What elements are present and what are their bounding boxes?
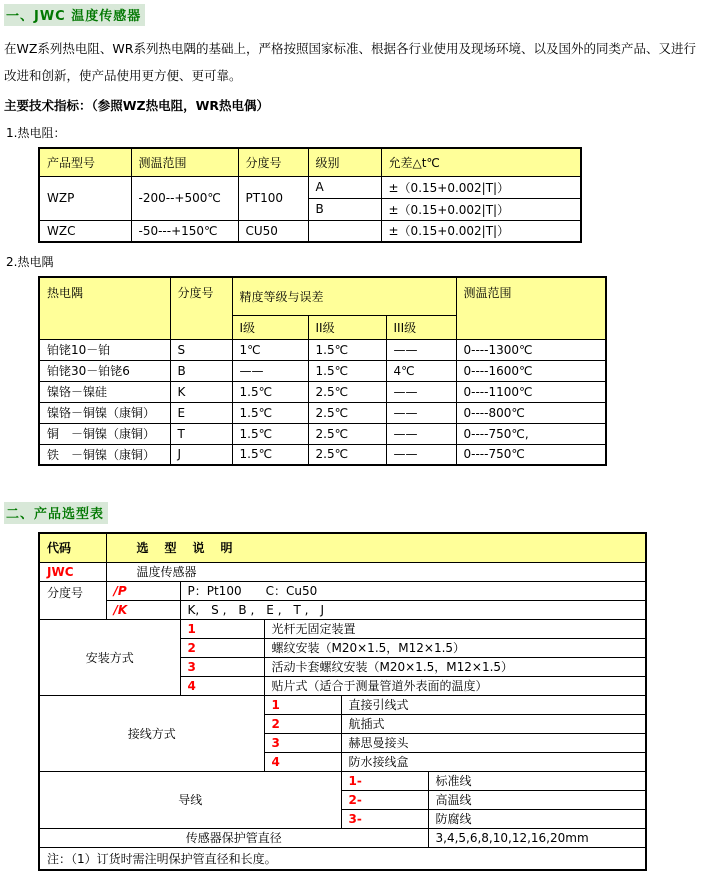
cell-option-code: 1- — [341, 771, 428, 790]
cell-code: B — [170, 360, 232, 381]
cell-option-code: /K — [106, 600, 180, 619]
cell-option-desc: K, S , B , E , T , J — [180, 600, 646, 619]
cell-grade2: 2.5℃ — [308, 402, 386, 423]
intro-paragraph: 在WZ系列热电阻、WR系列热电隅的基础上，严格按照国家标准、根据各行业使用及现场环境、以及国外的同类产品、又进行改进和创新，使产品使用更方便、更可靠。 — [4, 41, 696, 83]
header-cell-name: 热电隅 — [39, 277, 170, 339]
cell-grade3: —— — [386, 444, 456, 465]
table-row — [39, 847, 646, 870]
cell-range: 0----750℃, — [456, 423, 606, 444]
cell-product-desc: 温度传感器 — [106, 562, 646, 581]
section1-title: 一、JWC 温度传感器 — [4, 4, 145, 26]
cell-option-desc: P：Pt100 C：Cu50 — [180, 581, 646, 600]
cell-code: T — [170, 423, 232, 444]
cell-code: K — [170, 381, 232, 402]
cell-name: 铁 －铜镍（康铜） — [39, 444, 170, 465]
header-cell-tolerance: 允差△t℃ — [381, 148, 581, 176]
cell-option-desc: 高温线 — [428, 790, 646, 809]
table-row — [39, 771, 646, 790]
cell-grade: A — [308, 176, 381, 198]
header-cell-code: 代码 — [39, 533, 106, 562]
cell-code: J — [170, 444, 232, 465]
cell-code: E — [170, 402, 232, 423]
cell-option-code: 2 — [180, 638, 264, 657]
header-cell-range: 测温范围 — [131, 148, 238, 176]
cell-option-desc: 直接引线式 — [341, 695, 646, 714]
cell-option-code: 3 — [264, 733, 341, 752]
cell-grade1: 1℃ — [232, 339, 308, 360]
table-row — [39, 581, 646, 600]
cell-option-code: 2- — [341, 790, 428, 809]
spec-heading: 主要技术指标：（参照WZ热电阻，WR热电偶） — [4, 98, 270, 113]
cell-protection-value: 3,4,5,6,8,10,12,16,20mm — [428, 828, 646, 847]
cell-option-desc: 防水接线盒 — [341, 752, 646, 771]
cell-note: 注：（1）订货时需注明保护管直径和长度。 — [39, 847, 646, 870]
table-row — [39, 381, 606, 402]
table-row — [39, 220, 581, 242]
cell-grade3: —— — [386, 423, 456, 444]
header-cell-description: 选 型 说 明 — [106, 533, 646, 562]
cell-range: 0----800℃ — [456, 402, 606, 423]
header-cell-accuracy: 精度等级与误差 — [232, 277, 456, 315]
cell-range: -200--+500℃ — [131, 176, 238, 220]
cell-grade2: 1.5℃ — [308, 360, 386, 381]
cell-grade — [308, 220, 381, 242]
rtd-table — [38, 147, 582, 243]
cell-grade2: 2.5℃ — [308, 423, 386, 444]
table-row — [39, 339, 606, 360]
header-cell-grade1: I级 — [232, 315, 308, 339]
cell-name: 铂铑10－铂 — [39, 339, 170, 360]
cell-name: 铜 －铜镍（康铜） — [39, 423, 170, 444]
cell-option-desc: 螺纹安装（M20×1.5，M12×1.5） — [264, 638, 646, 657]
header-cell-range: 测温范围 — [456, 277, 606, 339]
tc-table — [38, 276, 607, 466]
cell-code: S — [170, 339, 232, 360]
cell-range: 0----1300℃ — [456, 339, 606, 360]
cell-option-desc: 标准线 — [428, 771, 646, 790]
cell-grade3: 4℃ — [386, 360, 456, 381]
cell-option-code: /P — [106, 581, 180, 600]
header-cell-grade2: II级 — [308, 315, 386, 339]
cell-name: 镍铬－铜镍（康铜） — [39, 402, 170, 423]
cell-grade1: 1.5℃ — [232, 381, 308, 402]
selection-table — [38, 532, 647, 871]
header-cell-grade: 级别 — [308, 148, 381, 176]
header-cell-grade3: III级 — [386, 315, 456, 339]
section2 — [0, 498, 708, 871]
header-cell-model: 产品型号 — [39, 148, 131, 176]
cell-option-desc: 赫思曼接头 — [341, 733, 646, 752]
table-row — [39, 402, 606, 423]
cell-grade1: 1.5℃ — [232, 444, 308, 465]
cell-grade2: 1.5℃ — [308, 339, 386, 360]
cell-grade2: 2.5℃ — [308, 381, 386, 402]
cell-grade: B — [308, 198, 381, 220]
rtd-table-caption: 1.热电阻： — [6, 126, 66, 140]
table-header-row — [39, 277, 606, 315]
cell-graduation-label: 分度号 — [39, 581, 106, 619]
table-header-row — [39, 148, 581, 176]
tc-table-caption: 2.热电隅 — [6, 255, 54, 269]
cell-grade2: 2.5℃ — [308, 444, 386, 465]
cell-range: -50---+150℃ — [131, 220, 238, 242]
cell-tolerance: ±（0.15+0.002|T|） — [381, 176, 581, 198]
table-row — [39, 423, 606, 444]
cell-option-desc: 航插式 — [341, 714, 646, 733]
cell-wiring-label: 接线方式 — [39, 695, 264, 771]
cell-protection-label: 传感器保护管直径 — [39, 828, 428, 847]
cell-lead-label: 导线 — [39, 771, 341, 828]
cell-model: WZC — [39, 220, 131, 242]
table-row — [39, 600, 646, 619]
cell-option-code: 2 — [264, 714, 341, 733]
header-cell-graduation: 分度号 — [170, 277, 232, 339]
table-row — [39, 176, 581, 198]
cell-option-desc: 防腐线 — [428, 809, 646, 828]
table-row — [39, 695, 646, 714]
table-row — [39, 360, 606, 381]
table-row — [39, 828, 646, 847]
cell-range: 0----750℃ — [456, 444, 606, 465]
cell-name: 铂铑30－铂铑6 — [39, 360, 170, 381]
cell-option-code: 3 — [180, 657, 264, 676]
cell-grade3: —— — [386, 339, 456, 360]
cell-option-code: 3- — [341, 809, 428, 828]
table-header-row — [39, 533, 646, 562]
header-cell-graduation: 分度号 — [238, 148, 308, 176]
cell-graduation: CU50 — [238, 220, 308, 242]
table-row — [39, 619, 646, 638]
cell-grade1: 1.5℃ — [232, 423, 308, 444]
table-row — [39, 562, 646, 581]
section2-title: 二、产品选型表 — [4, 502, 108, 524]
cell-grade1: —— — [232, 360, 308, 381]
cell-name: 镍铬－镍硅 — [39, 381, 170, 402]
cell-grade1: 1.5℃ — [232, 402, 308, 423]
cell-graduation: PT100 — [238, 176, 308, 220]
cell-mounting-label: 安装方式 — [39, 619, 180, 695]
table-row — [39, 444, 606, 465]
cell-range: 0----1600℃ — [456, 360, 606, 381]
cell-option-desc: 活动卡套螺纹安装（M20×1.5，M12×1.5） — [264, 657, 646, 676]
cell-option-code: 1 — [264, 695, 341, 714]
cell-option-desc: 贴片式（适合于测量管道外表面的温度） — [264, 676, 646, 695]
cell-option-desc: 光杆无固定装置 — [264, 619, 646, 638]
cell-option-code: 1 — [180, 619, 264, 638]
cell-option-code: 4 — [264, 752, 341, 771]
cell-tolerance: ±（0.15+0.002|T|） — [381, 198, 581, 220]
cell-range: 0----1100℃ — [456, 381, 606, 402]
cell-product-code: JWC — [39, 562, 106, 581]
cell-grade3: —— — [386, 381, 456, 402]
cell-model: WZP — [39, 176, 131, 220]
cell-tolerance: ±（0.15+0.002|T|） — [381, 220, 581, 242]
cell-option-code: 4 — [180, 676, 264, 695]
cell-grade3: —— — [386, 402, 456, 423]
